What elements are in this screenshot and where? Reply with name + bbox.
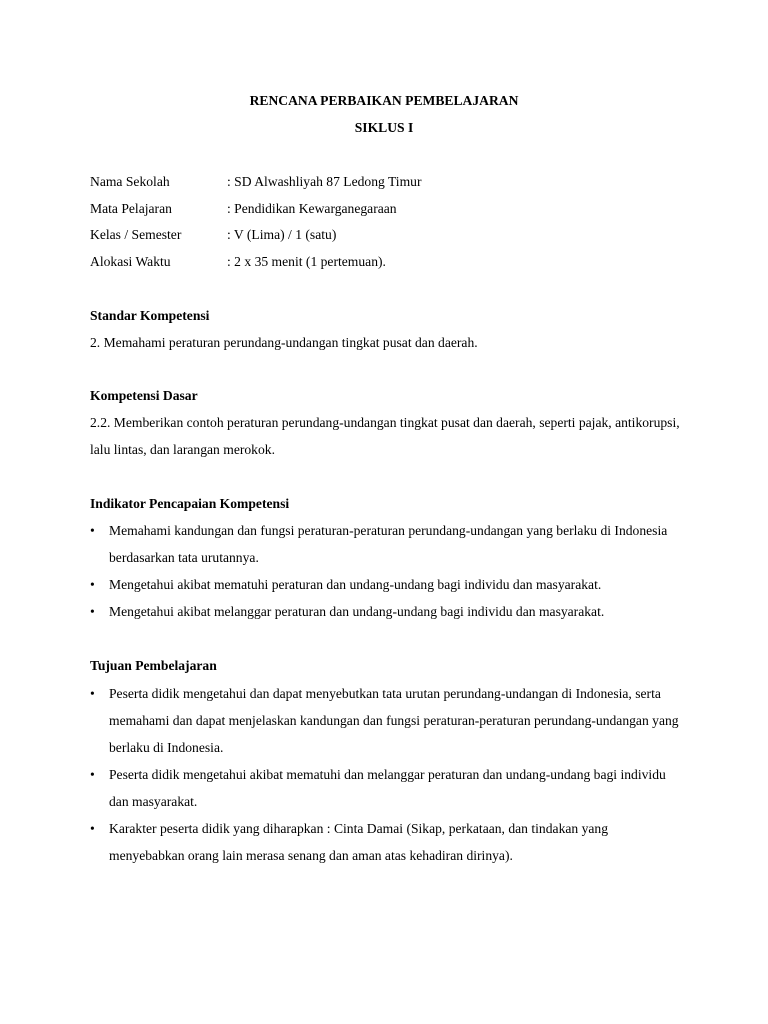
info-value: : Pendidikan Kewarganegaraan [227,201,397,216]
list-item-text: Memahami kandungan dan fungsi peraturan-peraturan perundang-undangan yang berlaku di Indonesia berdasarkan tata urutannya. [109,523,668,565]
list-item [90,571,680,598]
info-row-class [90,227,690,247]
bullet-icon: • [90,523,95,538]
bullet-icon: • [90,577,95,592]
info-label: Mata Pelajaran [90,201,172,216]
indikator-heading: Indikator Pencapaian Kompetensi [90,496,290,511]
list-item-text: Peserta didik mengetahui dan dapat menyebutkan tata urutan perundang-undangan di Indonesia, serta memahami dan dapat menjelaskan kandungan dan fungsi peraturan-peraturan perundang-undangan yang berlaku di Indonesia. [109,686,679,755]
bullet-icon: • [90,604,95,619]
list-item [90,761,680,815]
info-value: : 2 x 35 menit (1 pertemuan). [227,254,386,269]
list-item [90,598,680,625]
bullet-icon: • [90,821,95,836]
list-item [90,815,680,869]
indikator-list [90,517,680,625]
document-subtitle: SIKLUS I [354,120,414,135]
kompetensi-heading: Kompetensi Dasar [90,388,198,403]
info-value: : SD Alwashliyah 87 Ledong Timur [227,174,422,189]
list-item [90,517,680,571]
list-item-text: Karakter peserta didik yang diharapkan : Cinta Damai (Sikap, perkataan, dan tindakan yang menyebabkan orang lain merasa senang dan aman atas kehadiran dirinya). [109,821,609,863]
kompetensi-text: 2.2. Memberikan contoh peraturan perundang-undangan tingkat pusat dan daerah, seperti pajak, antikorupsi, lalu lintas, dan larangan merokok. [90,415,680,457]
info-label: Nama Sekolah [90,174,170,189]
tujuan-list [90,680,680,869]
tujuan-heading: Tujuan Pembelajaran [90,658,217,673]
list-item-text: Mengetahui akibat melanggar peraturan dan undang-undang bagi individu dan masyarakat. [109,604,605,619]
standar-heading: Standar Kompetensi [90,308,210,323]
info-value: : V (Lima) / 1 (satu) [227,227,337,242]
list-item [90,680,680,761]
bullet-icon: • [90,767,95,782]
list-item-text: Peserta didik mengetahui akibat mematuhi dan melanggar peraturan dan undang-undang bagi individu dan masyarakat. [109,767,666,809]
info-row-subject [90,201,690,221]
list-item-text: Mengetahui akibat mematuhi peraturan dan undang-undang bagi individu dan masyarakat. [109,577,602,592]
standar-text: 2. Memahami peraturan perundang-undangan tingkat pusat dan daerah. [90,335,478,350]
info-row-time [90,254,690,274]
bullet-icon: • [90,686,95,701]
info-row-school [90,174,690,194]
info-label: Alokasi Waktu [90,254,171,269]
document-title: RENCANA PERBAIKAN PEMBELAJARAN [249,93,519,108]
info-label: Kelas / Semester [90,227,182,242]
